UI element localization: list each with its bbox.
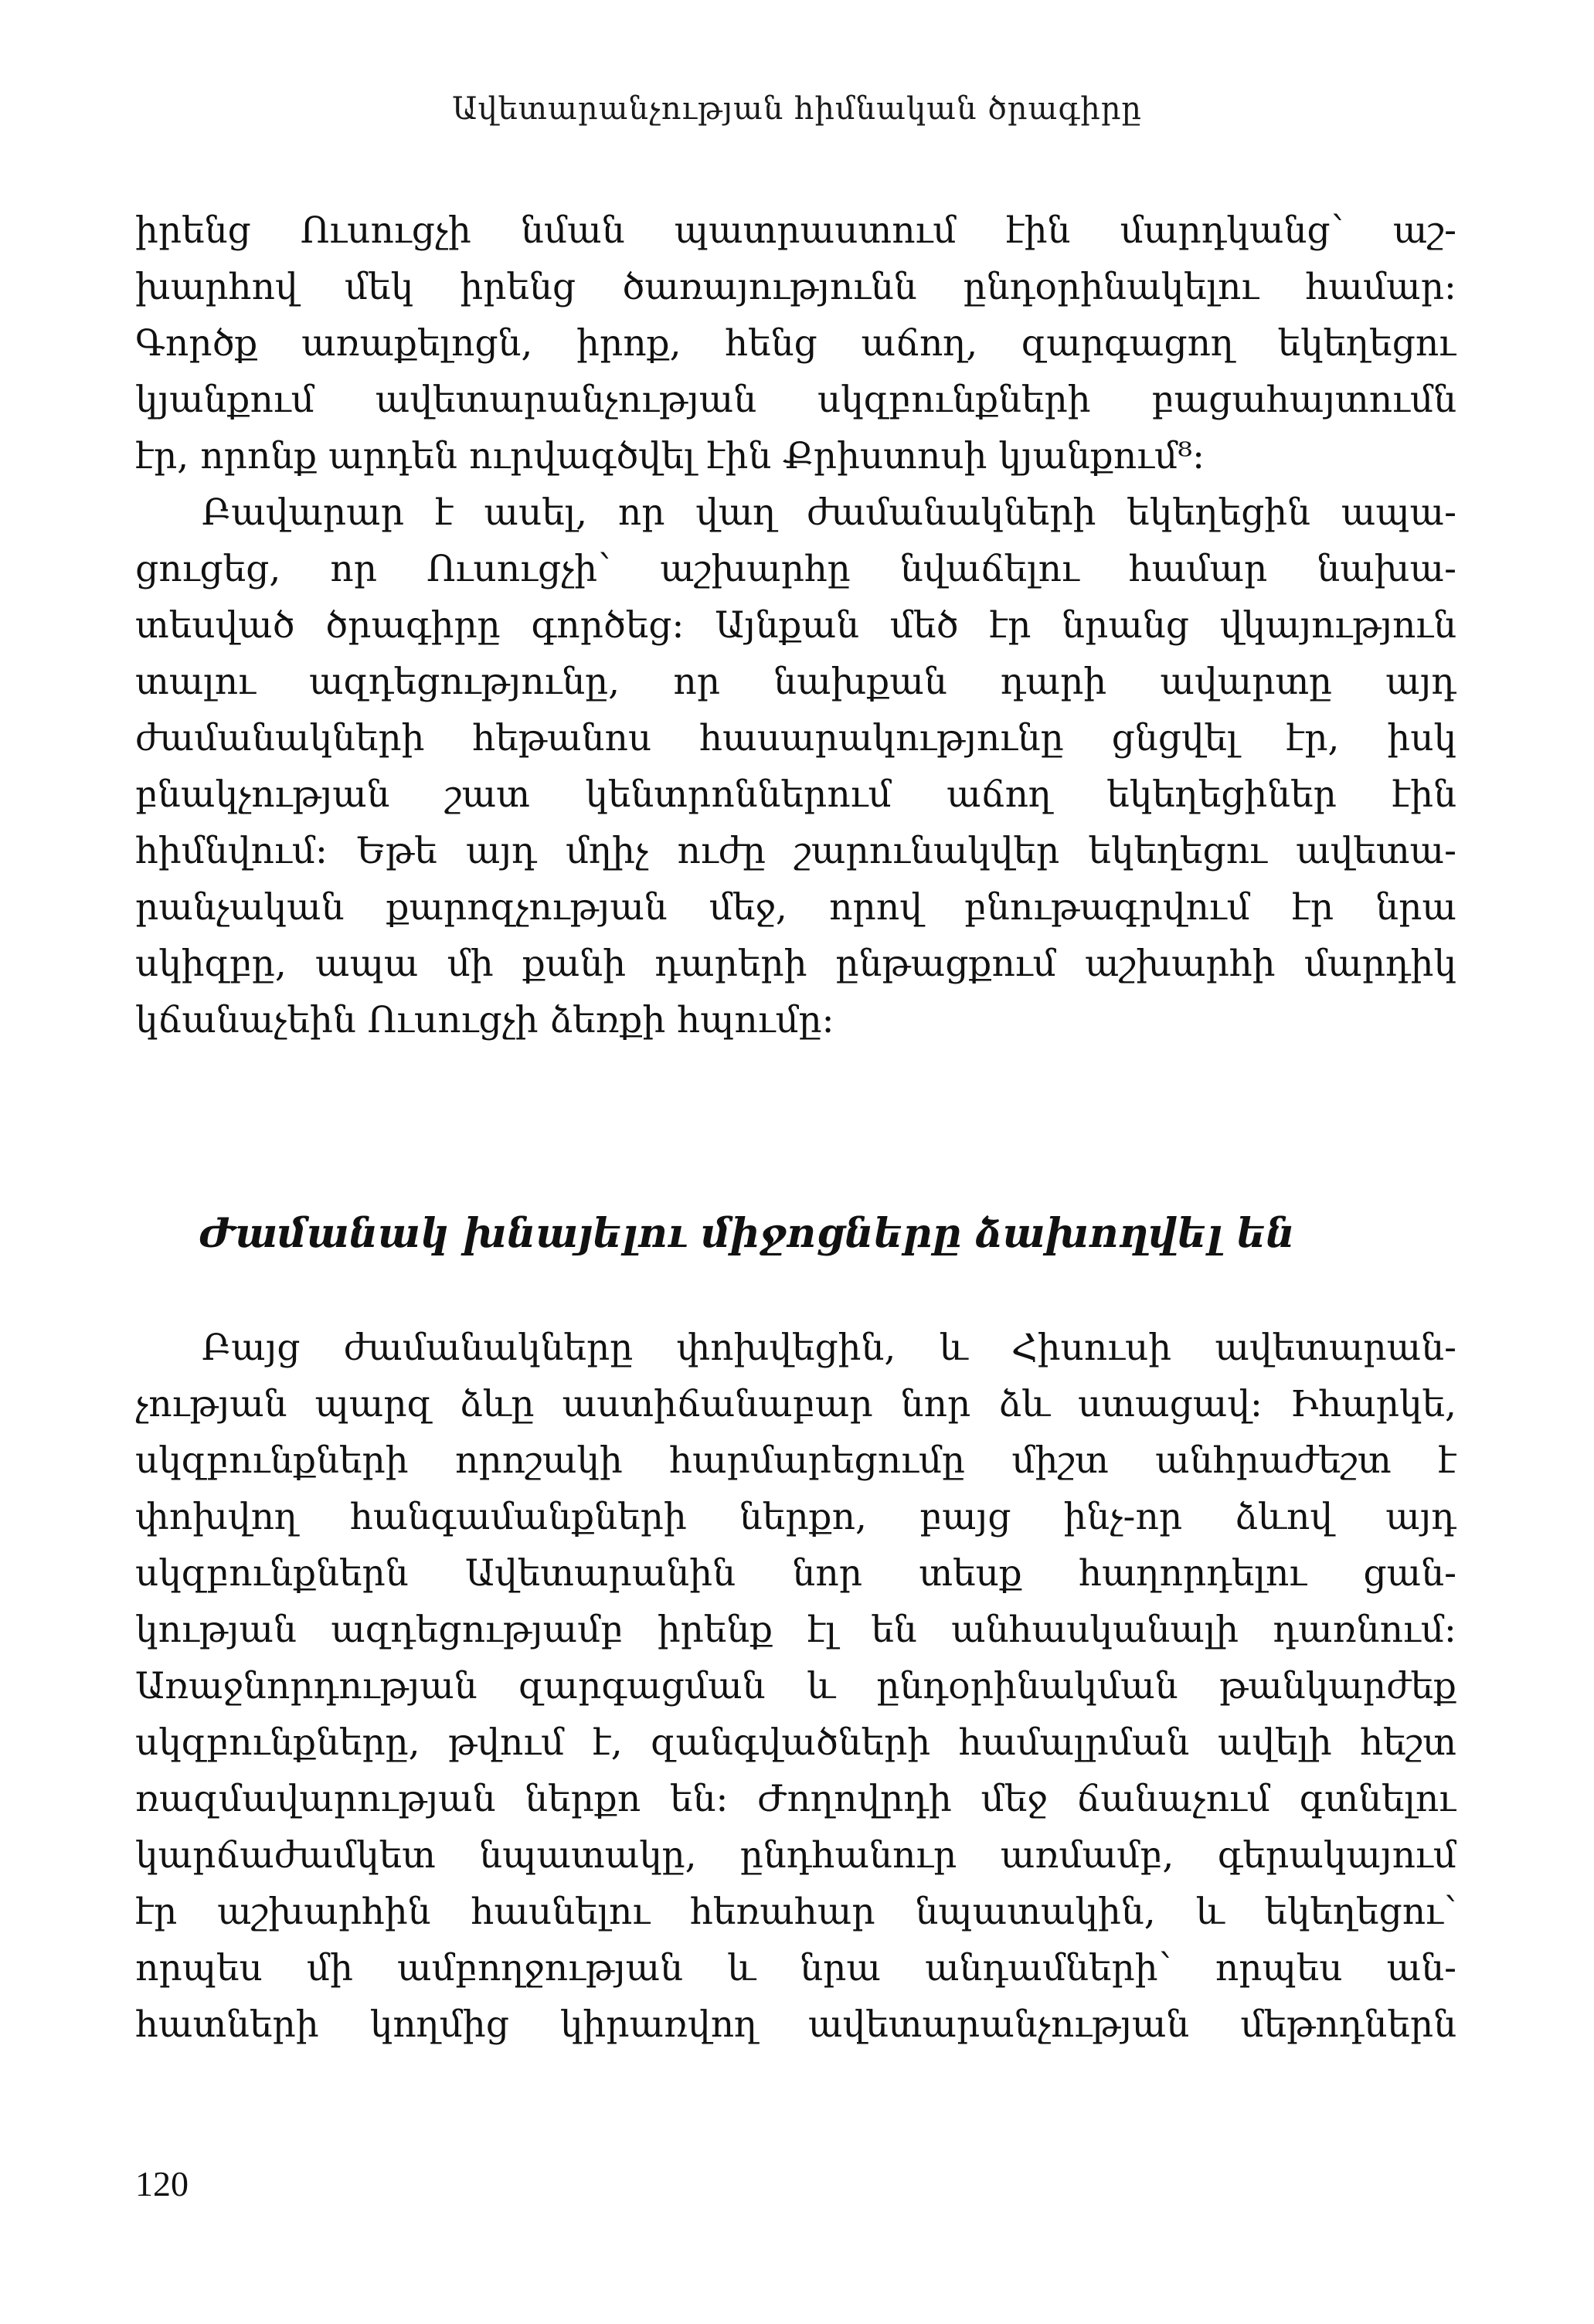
text-line: էր աշխարհին հասնելու հեռահար նպատակին, և եկեղեցու՝ xyxy=(135,1891,1456,1933)
text-line: տեսված ծրագիրը գործեց։ Այնքան մեծ էր նրանց վկայություն xyxy=(135,604,1456,647)
running-header: Ավետարանչության հիմնական ծրագիրը xyxy=(452,91,1142,127)
text-line: սկզբունքները, թվում է, զանգվածների համալրման ավելի հեշտ xyxy=(135,1721,1456,1764)
text-line: որպես մի ամբողջության և նրա անդամների՝ որպես ան- xyxy=(135,1947,1456,1989)
body-text-bottom xyxy=(135,1320,1456,2053)
text-line: իրենց Ուսուցչի նման պատրաստում էին մարդկանց՝ աշ- xyxy=(135,209,1456,252)
text-line: չության պարզ ձևը աստիճանաբար նոր ձև ստացավ։ Իհարկե, xyxy=(135,1383,1456,1425)
body-text-top xyxy=(135,202,1456,1048)
text-line: Գործք առաքելոցն, իրոք, հենց աճող, զարգացող եկեղեցու xyxy=(135,322,1456,365)
text-line: կարճաժամկետ նպատակը, ընդհանուր առմամբ, գերակայում xyxy=(135,1834,1456,1877)
text-line: խարհով մեկ իրենց ծառայությունն ընդօրինակելու համար։ xyxy=(135,266,1456,308)
text-line: կության ազդեցությամբ իրենք էլ են անհասկանալի դառնում։ xyxy=(135,1609,1456,1651)
text-line: ռազմավարության ներքո են։ Ժողովրդի մեջ ճանաչում գտնելու xyxy=(135,1778,1456,1820)
text-line: հատների կողմից կիրառվող ավետարանչության մեթոդներն xyxy=(135,2003,1456,2046)
text-line: կճանաչեին Ուսուցչի ձեռքի հպումը։ xyxy=(135,999,834,1041)
text-line: հիմնվում։ Եթե այդ մղիչ ուժը շարունակվեր եկեղեցու ավետա- xyxy=(135,830,1456,872)
text-line: տալու ազդեցությունը, որ նախքան դարի ավարտը այդ xyxy=(135,661,1456,703)
text-line: Բավարար է ասել, որ վաղ ժամանակների եկեղեցին ապա- xyxy=(202,491,1456,534)
text-line: կյանքում ավետարանչության սկզբունքների բացահայտումն xyxy=(135,379,1456,421)
text-line: սկզբունքների որոշակի հարմարեցումը միշտ անհրաժեշտ է xyxy=(135,1439,1456,1482)
text-line: էր, որոնք արդեն ուրվագծվել էին Քրիստոսի կյանքում⁸։ xyxy=(135,435,1205,477)
text-line: րանչական քարոզչության մեջ, որով բնութագրվում էր նրա xyxy=(135,886,1456,929)
page-number: 120 xyxy=(135,2164,189,2203)
text-line: ժամանակների հեթանոս հասարակությունը ցնցվել էր, իսկ xyxy=(135,717,1456,759)
section-heading: Ժամանակ խնայելու միջոցները ձախողվել են xyxy=(199,1210,1295,1257)
text-line: Բայց ժամանակները փոխվեցին, և Հիսուսի ավետարան- xyxy=(202,1327,1456,1369)
text-line: փոխվող հանգամանքների ներքո, բայց ինչ-որ ձևով այդ xyxy=(135,1496,1456,1538)
text-line: ցուցեց, որ Ուսուցչի՝ աշխարհը նվաճելու համար նախա- xyxy=(135,548,1456,590)
text-line: սկզբունքներն Ավետարանին նոր տեսք հաղորդելու ցան- xyxy=(135,1552,1456,1595)
text-line: սկիզբը, ապա մի քանի դարերի ընթացքում աշխարհի մարդիկ xyxy=(135,943,1456,985)
text-line: բնակչության շատ կենտրոններում աճող եկեղեցիներ էին xyxy=(135,773,1456,816)
text-line: Առաջնորդության զարգացման և ընդօրինակման թանկարժեք xyxy=(135,1665,1456,1707)
